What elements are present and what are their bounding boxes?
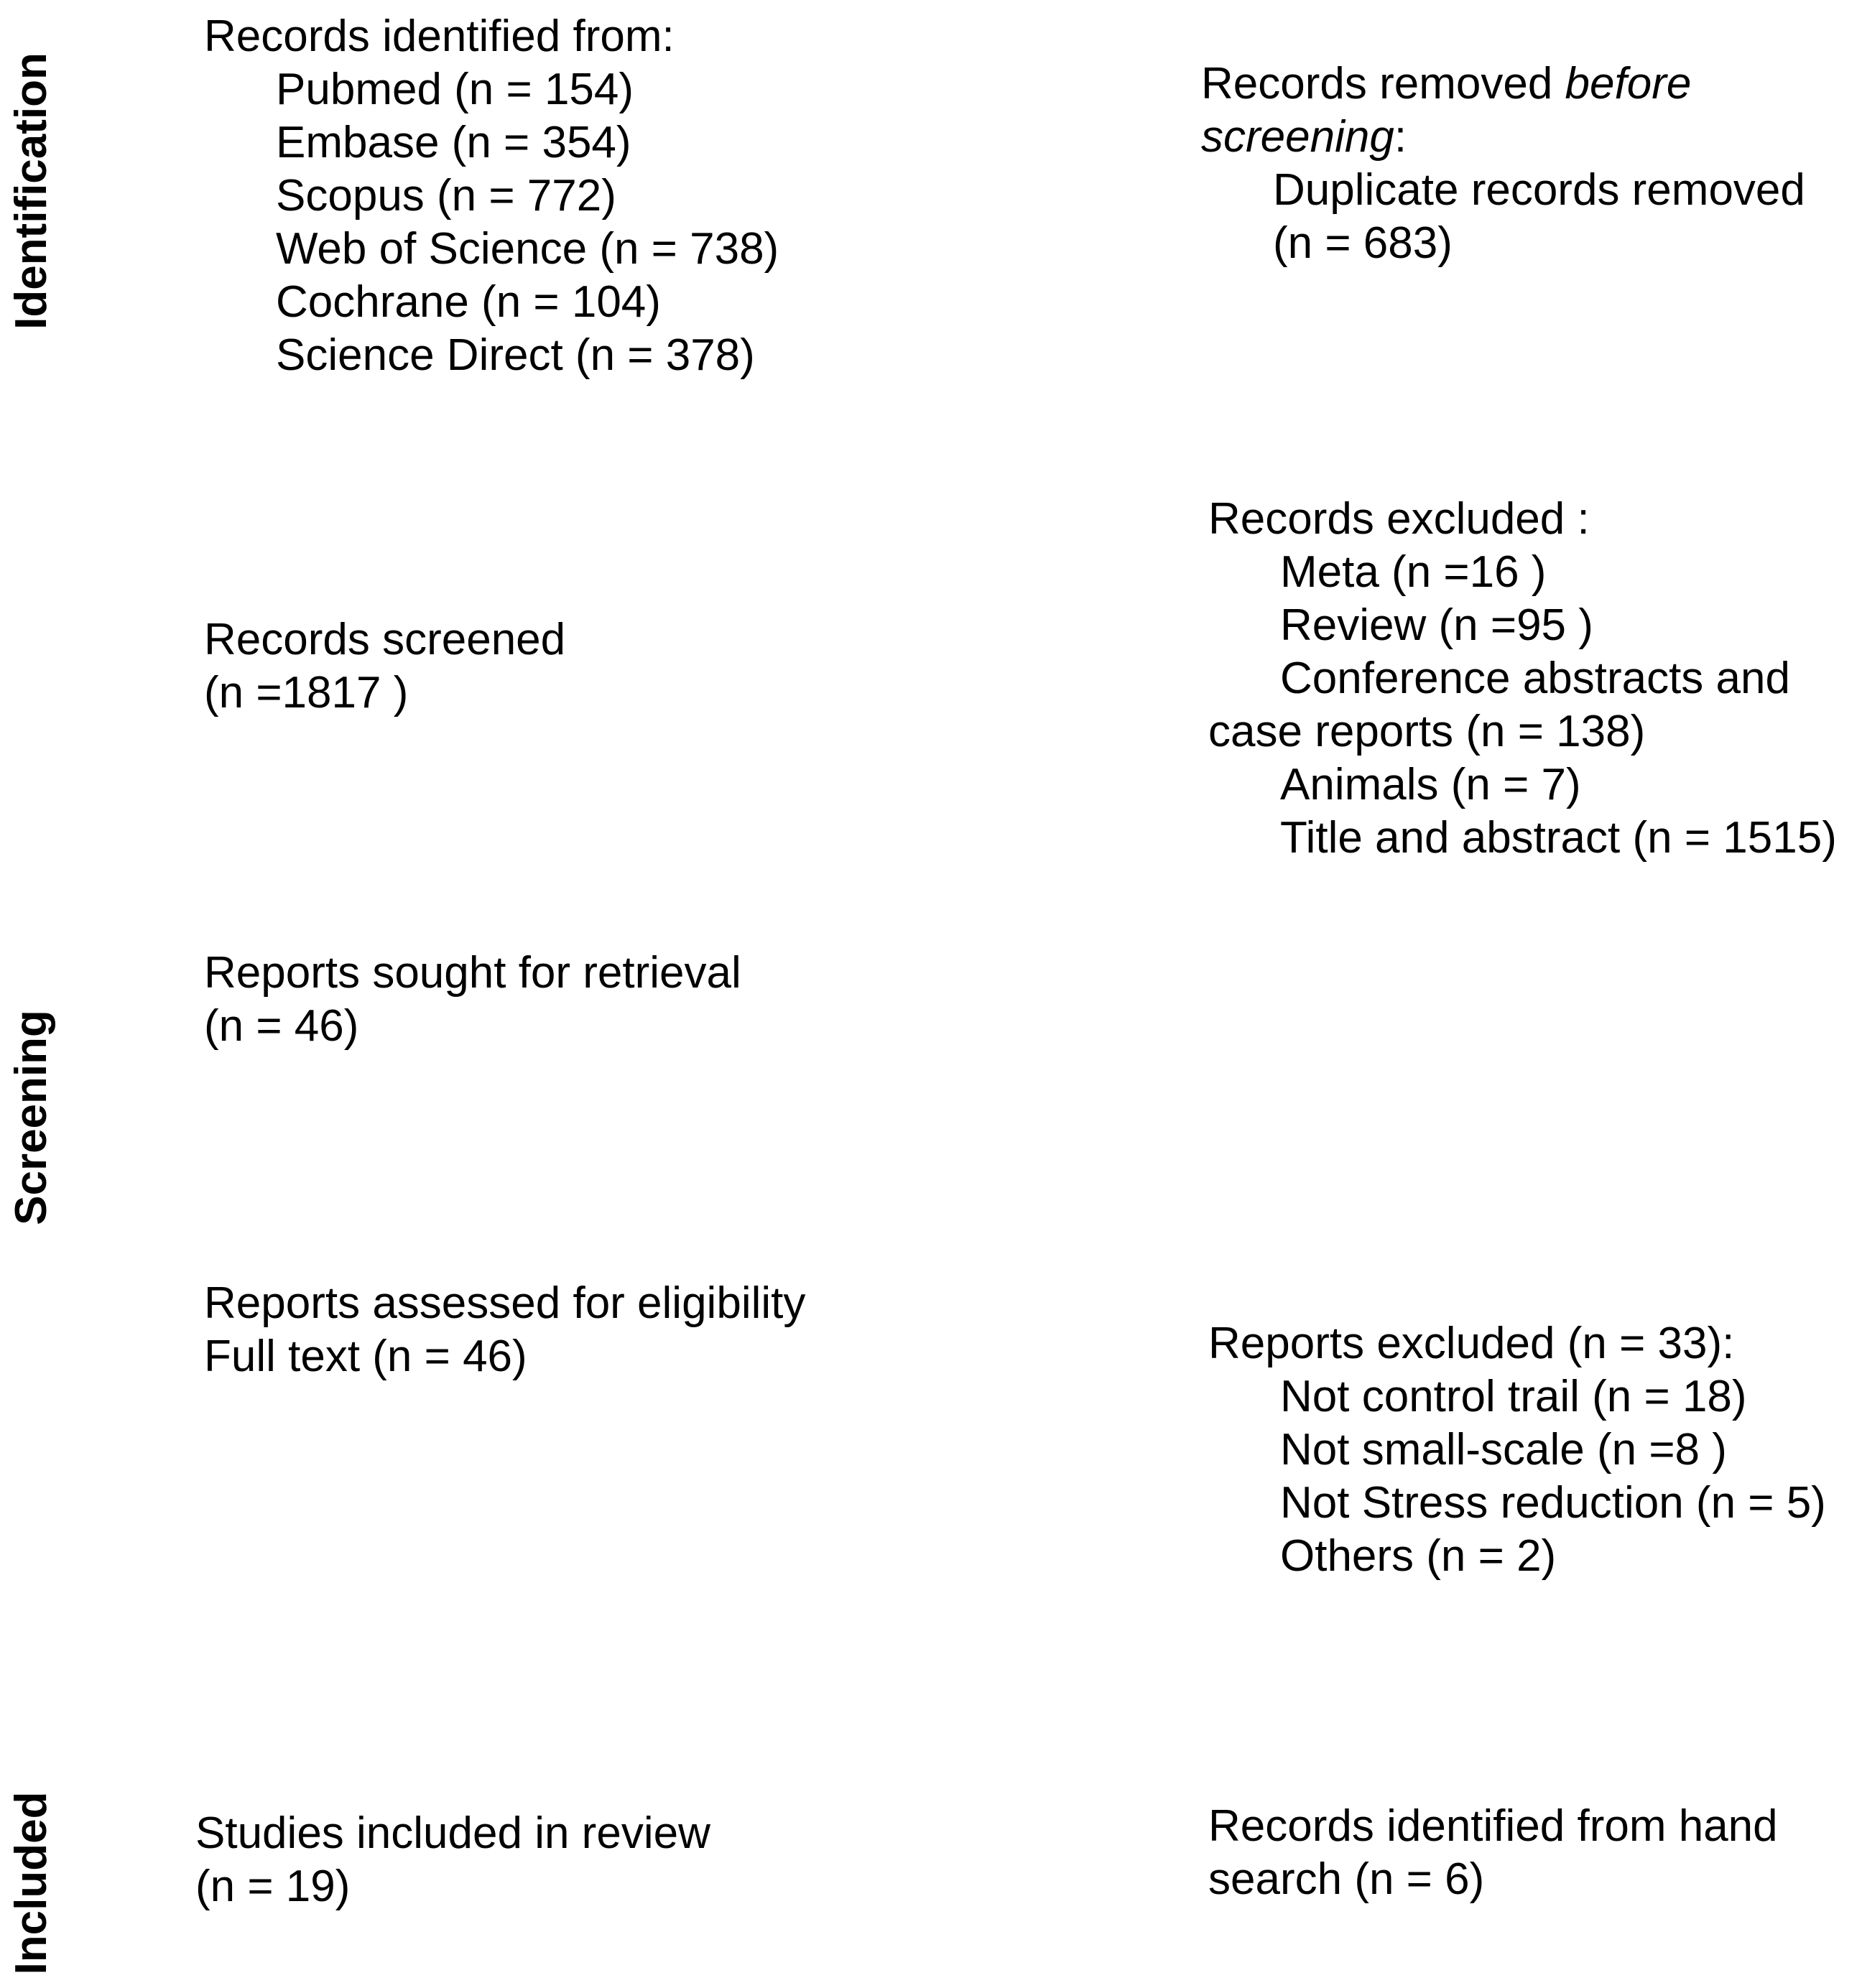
excluded-not-control-trail: Not control trail (n = 18) [1280,1372,1747,1421]
duplicates-removed: Duplicate records removed [1273,165,1805,215]
duplicates-count: (n = 683) [1273,218,1453,268]
stage-label-identification: Identification [6,52,56,330]
hand-search-box [1208,1800,1778,1906]
excluded-conference: Conference abstracts and [1280,654,1790,703]
records-removed-emphasis2: screening [1201,112,1394,162]
stage-label-included: Included [6,1791,56,1975]
source-embase: Embase (n = 354) [276,118,631,167]
records-excluded-box [1208,493,1837,865]
source-science-direct: Science Direct (n = 378) [276,330,755,380]
source-pubmed: Pubmed (n = 154) [276,65,634,114]
excluded-not-stress-reduction: Not Stress reduction (n = 5) [1280,1478,1826,1528]
records-excluded-heading: Records excluded : [1208,494,1590,544]
records-removed-heading [1201,57,1805,111]
excluded-case-reports: case reports (n = 138) [1208,707,1646,756]
studies-included-box [195,1807,710,1913]
hand-search-label: Records identified from hand [1208,1801,1778,1851]
records-removed-emphasis: before [1565,59,1692,108]
reports-retrieval-count: (n = 46) [204,1001,359,1051]
records-removed-prefix: Records removed [1201,59,1565,108]
records-removed-suffix: : [1394,112,1407,162]
records-screened-count: (n =1817 ) [204,668,409,717]
records-removed-heading-cont [1201,111,1805,164]
identification-box [204,10,779,382]
excluded-animals: Animals (n = 7) [1280,760,1581,809]
stage-label-screening: Screening [6,1010,56,1225]
excluded-others: Others (n = 2) [1280,1531,1557,1581]
reports-eligibility-label: Reports assessed for eligibility [204,1278,806,1328]
reports-retrieval-label: Reports sought for retrieval [204,948,741,998]
records-screened-label: Records screened [204,615,566,664]
hand-search-count: search (n = 6) [1208,1854,1485,1904]
excluded-review: Review (n =95 ) [1280,600,1593,650]
reports-eligibility-count: Full text (n = 46) [204,1332,527,1381]
reports-excluded-heading: Reports excluded (n = 33): [1208,1319,1735,1368]
records-screened-box [204,613,565,720]
excluded-title-abstract: Title and abstract (n = 1515) [1280,813,1837,863]
records-removed-box [1201,57,1805,270]
identification-heading: Records identified from: [204,11,675,61]
studies-included-count: (n = 19) [195,1862,351,1911]
source-cochrane: Cochrane (n = 104) [276,277,661,327]
reports-excluded-box [1208,1317,1826,1583]
source-web-of-science: Web of Science (n = 738) [276,224,779,274]
reports-eligibility-box [204,1277,805,1383]
studies-included-label: Studies included in review [195,1808,710,1858]
reports-retrieval-box [204,947,741,1053]
excluded-not-small-scale: Not small-scale (n =8 ) [1280,1425,1727,1474]
source-scopus: Scopus (n = 772) [276,171,616,220]
excluded-meta: Meta (n =16 ) [1280,547,1547,597]
